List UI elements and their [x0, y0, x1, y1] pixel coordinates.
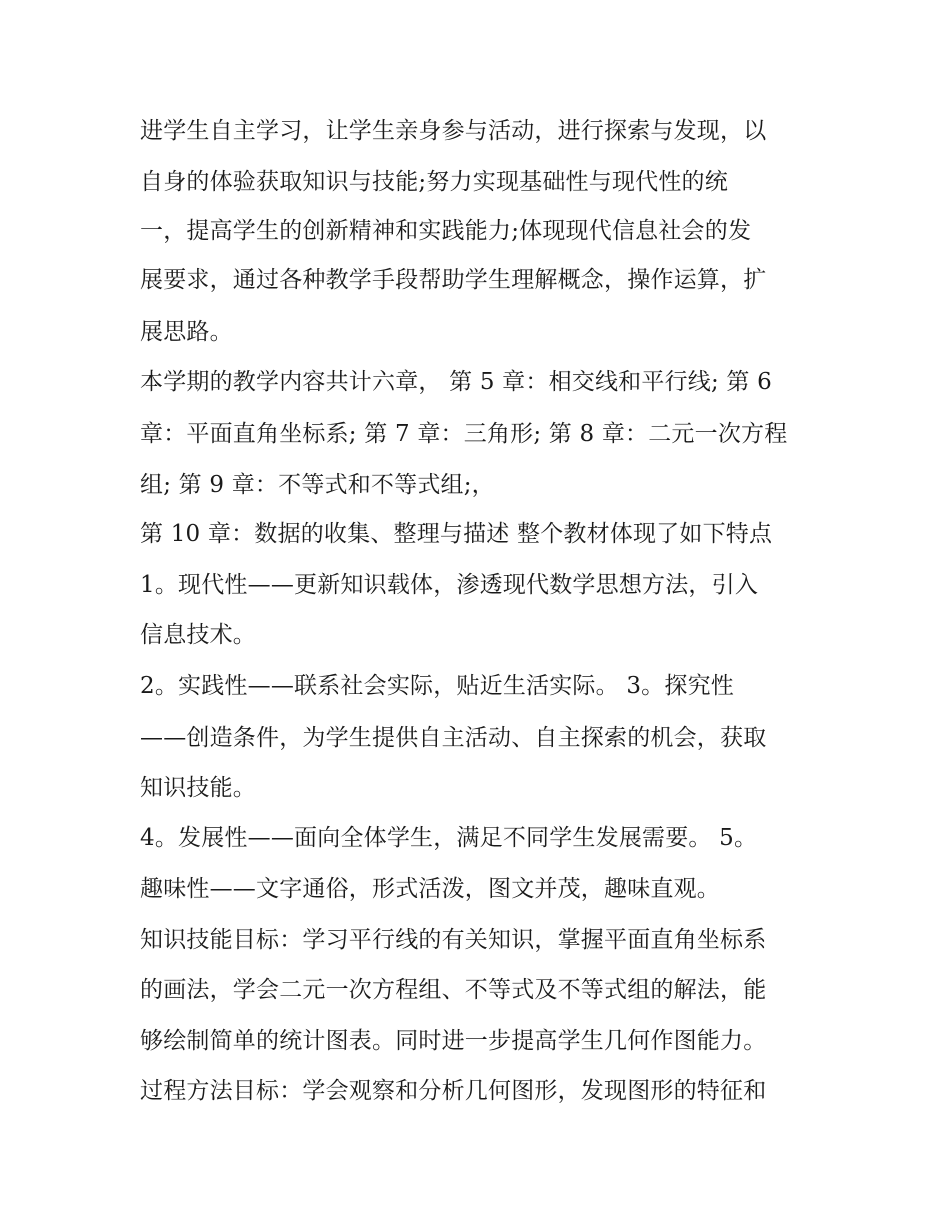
- text-line: 章：平面直角坐标系; 第 7 章：三角形; 第 8 章：二元一次方程: [140, 421, 788, 447]
- text-line: 信息技术。: [140, 622, 256, 648]
- text-line: 进学生自主学习，让学生亲身参与活动，进行探索与发现，以: [140, 118, 767, 144]
- text-line: 够绘制简单的统计图表。同时进一步提高学生几何作图能力。: [140, 1028, 767, 1054]
- text-line: 自身的体验获取知识与技能;努力实现基础性与现代性的统: [140, 169, 728, 195]
- text-line: 知识技能。: [140, 775, 256, 801]
- text-line: 趣味性——文字通俗，形式活泼，图文并茂，趣味直观。: [140, 876, 720, 902]
- text-line: 第 10 章：数据的收集、整理与描述 整个教材体现了如下特点: [140, 521, 773, 547]
- text-line: 1。现代性——更新知识载体，渗透现代数学思想方法，引入: [140, 572, 759, 598]
- text-line: 过程方法目标：学会观察和分析几何图形，发现图形的特征和: [140, 1078, 767, 1104]
- text-line: 的画法，学会二元一次方程组、不等式及不等式组的解法，能: [140, 977, 767, 1003]
- text-line: 本学期的教学内容共计六章， 第 5 章：相交线和平行线; 第 6: [140, 369, 772, 395]
- text-line: 4。发展性——面向全体学生，满足不同学生发展需要。 5。: [140, 825, 758, 851]
- text-line: 展要求，通过各种教学手段帮助学生理解概念，操作运算，扩: [140, 267, 767, 293]
- text-line: 展思路。: [140, 319, 233, 345]
- text-line: 组; 第 9 章：不等式和不等式组;，: [140, 472, 495, 498]
- text-line: 2。实践性——联系社会实际，贴近生活实际。 3。探究性: [140, 673, 734, 699]
- text-line: 一，提高学生的创新精神和实践能力;体现现代信息社会的发: [140, 218, 752, 244]
- text-line: ——创造条件，为学生提供自主活动、自主探索的机会，获取: [140, 725, 767, 751]
- text-line: 知识技能目标：学习平行线的有关知识，掌握平面直角坐标系: [140, 927, 767, 953]
